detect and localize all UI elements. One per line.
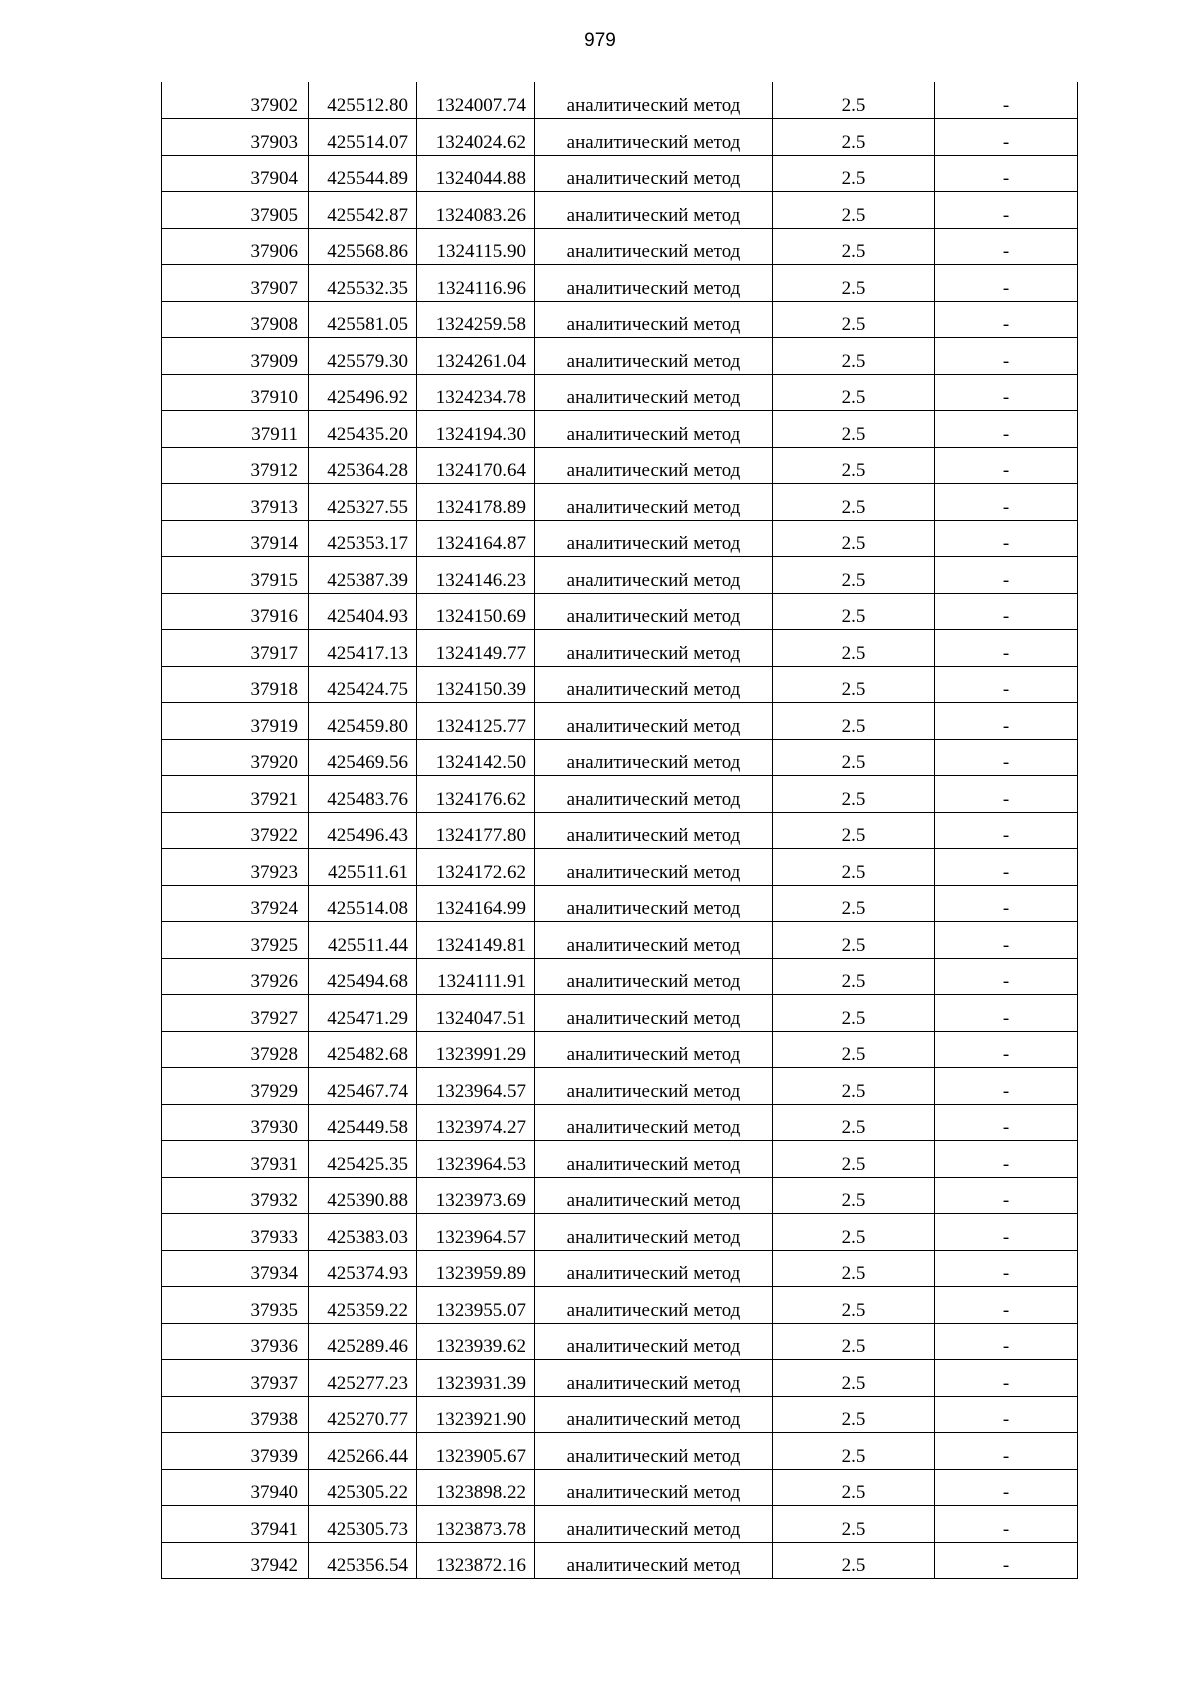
note-cell: - (935, 1506, 1078, 1543)
x-coordinate-cell: 425359.22 (309, 1287, 417, 1324)
point-number-cell: 37917 (162, 630, 309, 667)
x-coordinate-cell: 425374.93 (309, 1250, 417, 1287)
method-cell: аналитический метод (535, 703, 773, 740)
x-coordinate-cell: 425544.89 (309, 155, 417, 192)
table-row (162, 995, 1078, 1032)
note-cell: - (935, 1433, 1078, 1470)
x-coordinate-cell: 425483.76 (309, 776, 417, 813)
point-number-cell: 37927 (162, 995, 309, 1032)
y-coordinate-cell: 1324007.74 (417, 82, 535, 119)
table-row (162, 228, 1078, 265)
method-cell: аналитический метод (535, 1141, 773, 1178)
table-row (162, 82, 1078, 119)
note-cell: - (935, 192, 1078, 229)
point-number-cell: 37938 (162, 1396, 309, 1433)
accuracy-cell: 2.5 (773, 265, 935, 302)
method-cell: аналитический метод (535, 1214, 773, 1251)
x-coordinate-cell: 425305.73 (309, 1506, 417, 1543)
x-coordinate-cell: 425327.55 (309, 484, 417, 521)
point-number-cell: 37923 (162, 849, 309, 886)
point-number-cell: 37914 (162, 520, 309, 557)
accuracy-cell: 2.5 (773, 1177, 935, 1214)
method-cell: аналитический метод (535, 1433, 773, 1470)
point-number-cell: 37928 (162, 1031, 309, 1068)
point-number-cell: 37913 (162, 484, 309, 521)
y-coordinate-cell: 1324164.87 (417, 520, 535, 557)
x-coordinate-cell: 425459.80 (309, 703, 417, 740)
table-row (162, 776, 1078, 813)
table-row (162, 1141, 1078, 1178)
method-cell: аналитический метод (535, 155, 773, 192)
table-row (162, 338, 1078, 375)
note-cell: - (935, 1287, 1078, 1324)
table-row (162, 484, 1078, 521)
note-cell: - (935, 1104, 1078, 1141)
y-coordinate-cell: 1323939.62 (417, 1323, 535, 1360)
point-number-cell: 37907 (162, 265, 309, 302)
method-cell: аналитический метод (535, 484, 773, 521)
x-coordinate-cell: 425387.39 (309, 557, 417, 594)
table-row (162, 958, 1078, 995)
y-coordinate-cell: 1323905.67 (417, 1433, 535, 1470)
y-coordinate-cell: 1324149.81 (417, 922, 535, 959)
table-row (162, 1214, 1078, 1251)
accuracy-cell: 2.5 (773, 922, 935, 959)
x-coordinate-cell: 425305.22 (309, 1469, 417, 1506)
point-number-cell: 37910 (162, 374, 309, 411)
table-row (162, 1250, 1078, 1287)
table-row (162, 1360, 1078, 1397)
note-cell: - (935, 776, 1078, 813)
table-row (162, 1542, 1078, 1579)
method-cell: аналитический метод (535, 301, 773, 338)
y-coordinate-cell: 1324150.69 (417, 593, 535, 630)
y-coordinate-cell: 1324259.58 (417, 301, 535, 338)
y-coordinate-cell: 1324261.04 (417, 338, 535, 375)
table-row (162, 885, 1078, 922)
y-coordinate-cell: 1323974.27 (417, 1104, 535, 1141)
x-coordinate-cell: 425425.35 (309, 1141, 417, 1178)
x-coordinate-cell: 425514.08 (309, 885, 417, 922)
table-row (162, 520, 1078, 557)
table-row (162, 849, 1078, 886)
method-cell: аналитический метод (535, 1287, 773, 1324)
accuracy-cell: 2.5 (773, 1141, 935, 1178)
y-coordinate-cell: 1323931.39 (417, 1360, 535, 1397)
x-coordinate-cell: 425266.44 (309, 1433, 417, 1470)
accuracy-cell: 2.5 (773, 1287, 935, 1324)
table-row (162, 1323, 1078, 1360)
accuracy-cell: 2.5 (773, 849, 935, 886)
x-coordinate-cell: 425579.30 (309, 338, 417, 375)
x-coordinate-cell: 425364.28 (309, 447, 417, 484)
point-number-cell: 37934 (162, 1250, 309, 1287)
note-cell: - (935, 1323, 1078, 1360)
x-coordinate-cell: 425496.43 (309, 812, 417, 849)
y-coordinate-cell: 1323872.16 (417, 1542, 535, 1579)
note-cell: - (935, 922, 1078, 959)
method-cell: аналитический метод (535, 1104, 773, 1141)
y-coordinate-cell: 1323955.07 (417, 1287, 535, 1324)
accuracy-cell: 2.5 (773, 119, 935, 156)
note-cell: - (935, 82, 1078, 119)
point-number-cell: 37918 (162, 666, 309, 703)
table-row (162, 155, 1078, 192)
x-coordinate-cell: 425471.29 (309, 995, 417, 1032)
note-cell: - (935, 301, 1078, 338)
note-cell: - (935, 630, 1078, 667)
x-coordinate-cell: 425467.74 (309, 1068, 417, 1105)
accuracy-cell: 2.5 (773, 155, 935, 192)
point-number-cell: 37940 (162, 1469, 309, 1506)
note-cell: - (935, 849, 1078, 886)
accuracy-cell: 2.5 (773, 630, 935, 667)
table-row (162, 703, 1078, 740)
table-row (162, 630, 1078, 667)
note-cell: - (935, 958, 1078, 995)
y-coordinate-cell: 1323959.89 (417, 1250, 535, 1287)
x-coordinate-cell: 425353.17 (309, 520, 417, 557)
point-number-cell: 37936 (162, 1323, 309, 1360)
table-row (162, 1068, 1078, 1105)
note-cell: - (935, 1250, 1078, 1287)
accuracy-cell: 2.5 (773, 703, 935, 740)
method-cell: аналитический метод (535, 520, 773, 557)
method-cell: аналитический метод (535, 1396, 773, 1433)
note-cell: - (935, 411, 1078, 448)
table-row (162, 1433, 1078, 1470)
x-coordinate-cell: 425581.05 (309, 301, 417, 338)
method-cell: аналитический метод (535, 958, 773, 995)
x-coordinate-cell: 425270.77 (309, 1396, 417, 1433)
y-coordinate-cell: 1324142.50 (417, 739, 535, 776)
y-coordinate-cell: 1324047.51 (417, 995, 535, 1032)
point-number-cell: 37925 (162, 922, 309, 959)
method-cell: аналитический метод (535, 1177, 773, 1214)
y-coordinate-cell: 1323964.57 (417, 1068, 535, 1105)
table-row (162, 557, 1078, 594)
point-number-cell: 37904 (162, 155, 309, 192)
method-cell: аналитический метод (535, 666, 773, 703)
y-coordinate-cell: 1323964.57 (417, 1214, 535, 1251)
table-row (162, 593, 1078, 630)
method-cell: аналитический метод (535, 849, 773, 886)
note-cell: - (935, 484, 1078, 521)
point-number-cell: 37922 (162, 812, 309, 849)
method-cell: аналитический метод (535, 192, 773, 229)
accuracy-cell: 2.5 (773, 666, 935, 703)
table-row (162, 1287, 1078, 1324)
page-number: 979 (584, 30, 616, 51)
x-coordinate-cell: 425469.56 (309, 739, 417, 776)
note-cell: - (935, 812, 1078, 849)
x-coordinate-cell: 425356.54 (309, 1542, 417, 1579)
y-coordinate-cell: 1323991.29 (417, 1031, 535, 1068)
accuracy-cell: 2.5 (773, 885, 935, 922)
x-coordinate-cell: 425390.88 (309, 1177, 417, 1214)
note-cell: - (935, 265, 1078, 302)
accuracy-cell: 2.5 (773, 1250, 935, 1287)
method-cell: аналитический метод (535, 82, 773, 119)
accuracy-cell: 2.5 (773, 995, 935, 1032)
method-cell: аналитический метод (535, 228, 773, 265)
point-number-cell: 37909 (162, 338, 309, 375)
accuracy-cell: 2.5 (773, 776, 935, 813)
y-coordinate-cell: 1324164.99 (417, 885, 535, 922)
point-number-cell: 37924 (162, 885, 309, 922)
note-cell: - (935, 155, 1078, 192)
method-cell: аналитический метод (535, 776, 773, 813)
x-coordinate-cell: 425277.23 (309, 1360, 417, 1397)
y-coordinate-cell: 1324149.77 (417, 630, 535, 667)
note-cell: - (935, 228, 1078, 265)
note-cell: - (935, 374, 1078, 411)
table-row (162, 922, 1078, 959)
x-coordinate-cell: 425424.75 (309, 666, 417, 703)
y-coordinate-cell: 1324044.88 (417, 155, 535, 192)
note-cell: - (935, 119, 1078, 156)
x-coordinate-cell: 425532.35 (309, 265, 417, 302)
note-cell: - (935, 739, 1078, 776)
note-cell: - (935, 1031, 1078, 1068)
y-coordinate-cell: 1324177.80 (417, 812, 535, 849)
table-row (162, 1177, 1078, 1214)
method-cell: аналитический метод (535, 265, 773, 302)
note-cell: - (935, 1542, 1078, 1579)
note-cell: - (935, 520, 1078, 557)
accuracy-cell: 2.5 (773, 812, 935, 849)
method-cell: аналитический метод (535, 1542, 773, 1579)
table-row (162, 666, 1078, 703)
point-number-cell: 37935 (162, 1287, 309, 1324)
point-number-cell: 37916 (162, 593, 309, 630)
x-coordinate-cell: 425482.68 (309, 1031, 417, 1068)
method-cell: аналитический метод (535, 447, 773, 484)
accuracy-cell: 2.5 (773, 520, 935, 557)
y-coordinate-cell: 1324172.62 (417, 849, 535, 886)
note-cell: - (935, 1068, 1078, 1105)
x-coordinate-cell: 425449.58 (309, 1104, 417, 1141)
table-row (162, 119, 1078, 156)
point-number-cell: 37921 (162, 776, 309, 813)
note-cell: - (935, 1214, 1078, 1251)
accuracy-cell: 2.5 (773, 593, 935, 630)
y-coordinate-cell: 1324170.64 (417, 447, 535, 484)
point-number-cell: 37911 (162, 411, 309, 448)
accuracy-cell: 2.5 (773, 411, 935, 448)
method-cell: аналитический метод (535, 338, 773, 375)
y-coordinate-cell: 1324146.23 (417, 557, 535, 594)
y-coordinate-cell: 1324083.26 (417, 192, 535, 229)
accuracy-cell: 2.5 (773, 338, 935, 375)
accuracy-cell: 2.5 (773, 1396, 935, 1433)
note-cell: - (935, 447, 1078, 484)
x-coordinate-cell: 425511.61 (309, 849, 417, 886)
accuracy-cell: 2.5 (773, 739, 935, 776)
y-coordinate-cell: 1324024.62 (417, 119, 535, 156)
y-coordinate-cell: 1324178.89 (417, 484, 535, 521)
method-cell: аналитический метод (535, 812, 773, 849)
table-row (162, 812, 1078, 849)
note-cell: - (935, 1396, 1078, 1433)
y-coordinate-cell: 1324150.39 (417, 666, 535, 703)
note-cell: - (935, 1469, 1078, 1506)
x-coordinate-cell: 425435.20 (309, 411, 417, 448)
accuracy-cell: 2.5 (773, 484, 935, 521)
accuracy-cell: 2.5 (773, 301, 935, 338)
accuracy-cell: 2.5 (773, 374, 935, 411)
accuracy-cell: 2.5 (773, 447, 935, 484)
method-cell: аналитический метод (535, 1506, 773, 1543)
accuracy-cell: 2.5 (773, 82, 935, 119)
accuracy-cell: 2.5 (773, 1323, 935, 1360)
point-number-cell: 37912 (162, 447, 309, 484)
point-number-cell: 37920 (162, 739, 309, 776)
y-coordinate-cell: 1323921.90 (417, 1396, 535, 1433)
table-row (162, 1506, 1078, 1543)
accuracy-cell: 2.5 (773, 1068, 935, 1105)
x-coordinate-cell: 425512.80 (309, 82, 417, 119)
method-cell: аналитический метод (535, 593, 773, 630)
table-row (162, 301, 1078, 338)
accuracy-cell: 2.5 (773, 1433, 935, 1470)
x-coordinate-cell: 425494.68 (309, 958, 417, 995)
method-cell: аналитический метод (535, 1068, 773, 1105)
y-coordinate-cell: 1323898.22 (417, 1469, 535, 1506)
accuracy-cell: 2.5 (773, 1104, 935, 1141)
method-cell: аналитический метод (535, 995, 773, 1032)
y-coordinate-cell: 1323973.69 (417, 1177, 535, 1214)
table-row (162, 411, 1078, 448)
table-body (162, 82, 1078, 1579)
table-row (162, 1104, 1078, 1141)
x-coordinate-cell: 425417.13 (309, 630, 417, 667)
point-number-cell: 37902 (162, 82, 309, 119)
note-cell: - (935, 593, 1078, 630)
x-coordinate-cell: 425514.07 (309, 119, 417, 156)
x-coordinate-cell: 425496.92 (309, 374, 417, 411)
accuracy-cell: 2.5 (773, 1542, 935, 1579)
y-coordinate-cell: 1324234.78 (417, 374, 535, 411)
method-cell: аналитический метод (535, 885, 773, 922)
point-number-cell: 37926 (162, 958, 309, 995)
note-cell: - (935, 885, 1078, 922)
method-cell: аналитический метод (535, 374, 773, 411)
x-coordinate-cell: 425568.86 (309, 228, 417, 265)
accuracy-cell: 2.5 (773, 1360, 935, 1397)
accuracy-cell: 2.5 (773, 192, 935, 229)
method-cell: аналитический метод (535, 1323, 773, 1360)
table-row (162, 739, 1078, 776)
y-coordinate-cell: 1324176.62 (417, 776, 535, 813)
point-number-cell: 37906 (162, 228, 309, 265)
note-cell: - (935, 666, 1078, 703)
method-cell: аналитический метод (535, 411, 773, 448)
table-row (162, 1031, 1078, 1068)
point-number-cell: 37939 (162, 1433, 309, 1470)
note-cell: - (935, 338, 1078, 375)
x-coordinate-cell: 425289.46 (309, 1323, 417, 1360)
method-cell: аналитический метод (535, 1360, 773, 1397)
note-cell: - (935, 557, 1078, 594)
note-cell: - (935, 703, 1078, 740)
point-number-cell: 37932 (162, 1177, 309, 1214)
accuracy-cell: 2.5 (773, 228, 935, 265)
point-number-cell: 37931 (162, 1141, 309, 1178)
point-number-cell: 37903 (162, 119, 309, 156)
note-cell: - (935, 1177, 1078, 1214)
point-number-cell: 37937 (162, 1360, 309, 1397)
table-row (162, 1396, 1078, 1433)
point-number-cell: 37942 (162, 1542, 309, 1579)
table-row (162, 265, 1078, 302)
table-row (162, 447, 1078, 484)
accuracy-cell: 2.5 (773, 1031, 935, 1068)
x-coordinate-cell: 425383.03 (309, 1214, 417, 1251)
x-coordinate-cell: 425542.87 (309, 192, 417, 229)
x-coordinate-cell: 425404.93 (309, 593, 417, 630)
method-cell: аналитический метод (535, 1250, 773, 1287)
y-coordinate-cell: 1324111.91 (417, 958, 535, 995)
table-row (162, 192, 1078, 229)
table-row (162, 1469, 1078, 1506)
method-cell: аналитический метод (535, 630, 773, 667)
accuracy-cell: 2.5 (773, 1469, 935, 1506)
method-cell: аналитический метод (535, 739, 773, 776)
point-number-cell: 37919 (162, 703, 309, 740)
y-coordinate-cell: 1323964.53 (417, 1141, 535, 1178)
accuracy-cell: 2.5 (773, 958, 935, 995)
y-coordinate-cell: 1324125.77 (417, 703, 535, 740)
point-number-cell: 37929 (162, 1068, 309, 1105)
y-coordinate-cell: 1323873.78 (417, 1506, 535, 1543)
point-number-cell: 37915 (162, 557, 309, 594)
accuracy-cell: 2.5 (773, 1214, 935, 1251)
method-cell: аналитический метод (535, 1469, 773, 1506)
table-row (162, 374, 1078, 411)
x-coordinate-cell: 425511.44 (309, 922, 417, 959)
point-number-cell: 37941 (162, 1506, 309, 1543)
accuracy-cell: 2.5 (773, 1506, 935, 1543)
note-cell: - (935, 1360, 1078, 1397)
point-number-cell: 37908 (162, 301, 309, 338)
point-number-cell: 37933 (162, 1214, 309, 1251)
y-coordinate-cell: 1324116.96 (417, 265, 535, 302)
y-coordinate-cell: 1324194.30 (417, 411, 535, 448)
note-cell: - (935, 995, 1078, 1032)
method-cell: аналитический метод (535, 119, 773, 156)
method-cell: аналитический метод (535, 1031, 773, 1068)
coordinates-table (161, 82, 1078, 1579)
point-number-cell: 37930 (162, 1104, 309, 1141)
method-cell: аналитический метод (535, 922, 773, 959)
method-cell: аналитический метод (535, 557, 773, 594)
y-coordinate-cell: 1324115.90 (417, 228, 535, 265)
note-cell: - (935, 1141, 1078, 1178)
point-number-cell: 37905 (162, 192, 309, 229)
accuracy-cell: 2.5 (773, 557, 935, 594)
